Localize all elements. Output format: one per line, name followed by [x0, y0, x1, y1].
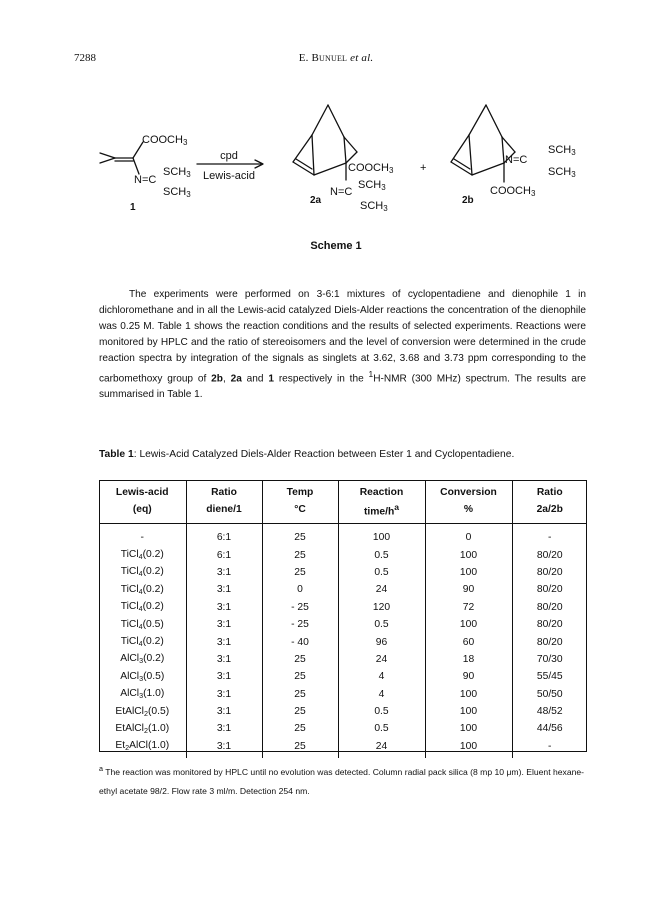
- table-row: [99, 546, 587, 563]
- cell-temp: 25: [262, 686, 338, 703]
- cell-lewis-acid: $Et_2AlCl(1.0)$: [115, 740, 170, 753]
- cell-lewis-acid: TiCl$_4$(0.2): [120, 566, 164, 579]
- cell-ratio: 6:1: [186, 546, 262, 563]
- cell-selectivity: 80/20: [512, 581, 587, 598]
- cell-time: 96: [338, 633, 425, 650]
- cell-selectivity: -: [512, 524, 587, 547]
- cell-selectivity: -: [512, 738, 587, 758]
- page-number: 7288: [74, 52, 96, 64]
- table-row: [99, 616, 587, 633]
- table-row: [99, 720, 587, 737]
- cell-conversion: 100: [425, 738, 512, 758]
- table-row: [99, 686, 587, 703]
- adduct-2b-ester-group: COOCH3: [490, 185, 536, 198]
- header-row: [99, 501, 587, 524]
- reaction-scheme: [0, 95, 672, 235]
- cell-time: 24: [338, 651, 425, 668]
- cell-temp: - 40: [262, 633, 338, 650]
- table-row: [99, 564, 587, 581]
- cell-time: 0.5: [338, 703, 425, 720]
- table-row: [99, 651, 587, 668]
- cell-conversion: 100: [425, 564, 512, 581]
- cell-conversion: 100: [425, 720, 512, 737]
- adduct-2b-imine-group: N=C: [505, 154, 528, 166]
- cell-ratio: 3:1: [186, 651, 262, 668]
- table-body: [99, 524, 587, 759]
- adduct-2a-ester-group: COOCH3: [348, 162, 394, 175]
- cell-ratio: 3:1: [186, 633, 262, 650]
- cell-conversion: 90: [425, 581, 512, 598]
- cell-temp: 25: [262, 546, 338, 563]
- cell-lewis-acid: TiCl$_4$(0.2): [120, 583, 164, 596]
- adduct-2a-sme-upper: SCH3: [358, 179, 386, 192]
- results-table: [99, 480, 587, 758]
- table-row: [99, 738, 587, 758]
- author-name: E. Bunuel: [298, 52, 348, 64]
- adduct-2b-sme-upper: SCH3: [548, 144, 576, 157]
- cell-time: 24: [338, 581, 425, 598]
- cell-ratio: 3:1: [186, 738, 262, 758]
- cell-conversion: 100: [425, 546, 512, 563]
- table-footnote: $^a$ The reaction was monitored by HPLC until no evolution was detected. Column radial pack silica (8 mp 10 μm). Eluent hexane-ethyl acetate 98/2. Flow rate 3 ml/m. Detection 254 nm.: [99, 765, 585, 796]
- cell-lewis-acid: -: [140, 532, 144, 544]
- cell-conversion: 72: [425, 599, 512, 616]
- arrow-reagent-lewis-acid: Lewis-acid: [203, 170, 255, 182]
- compound-label-2b: 2b: [462, 195, 474, 206]
- cell-conversion: 18: [425, 651, 512, 668]
- cell-temp: - 25: [262, 599, 338, 616]
- cell-selectivity: 80/20: [512, 564, 587, 581]
- cell-conversion: 100: [425, 616, 512, 633]
- table-row: [99, 581, 587, 598]
- dienophile-imine-group: N=C: [134, 174, 157, 186]
- cell-selectivity: 50/50: [512, 686, 587, 703]
- cell-ratio: 6:1: [186, 524, 262, 547]
- cell-temp: 25: [262, 564, 338, 581]
- plus-sign: +: [420, 162, 427, 174]
- column-header: Ratio: [186, 480, 262, 501]
- table-header: [99, 480, 587, 524]
- cell-time: 4: [338, 668, 425, 685]
- cell-selectivity: 55/45: [512, 668, 587, 685]
- cell-lewis-acid: AlCl$_3$(0.2): [120, 653, 165, 666]
- column-header: Reaction: [338, 480, 425, 501]
- body-paragraph: The experiments were performed on 3-6:1 mixtures of cyclopentadiene and dienophile 1 in dichloromethane and in all the Lewis-acid catalyzed Diels-Alder reactions the concentration of the dienophile was 0.25 M. Table 1 shows the reaction conditions and the results of selected experiments. Reactions were monitored by HPLC and the ratio of stereoisomers and the level of conversion were determined in the crude reaction spectra by integration of the signals as singlets at 3.62, 3.68 and 3.73 ppm corresponding to the carbomethoxy group of 2b, 2a and 1 respectively in the $^1$H-NMR (300 MHz) spectrum. The results are summarised in Table 1.: [99, 289, 587, 400]
- cell-lewis-acid: TiCl$_4$(0.2): [120, 549, 164, 562]
- cell-temp: 25: [262, 668, 338, 685]
- header-row: [99, 480, 587, 501]
- cell-ratio: 3:1: [186, 616, 262, 633]
- cell-time: 0.5: [338, 616, 425, 633]
- cell-selectivity: 80/20: [512, 616, 587, 633]
- cell-ratio: 3:1: [186, 703, 262, 720]
- cell-selectivity: 44/56: [512, 720, 587, 737]
- table-row: [99, 599, 587, 616]
- footnote-mark: a: [99, 765, 103, 773]
- cell-lewis-acid: EtAlCl$_2$(1.0): [115, 722, 170, 735]
- column-header: Temp: [262, 480, 338, 501]
- adduct-2a-imine-group: N=C: [330, 186, 353, 198]
- cell-lewis-acid: TiCl$_4$(0.2): [120, 601, 164, 614]
- cell-lewis-acid: EtAlCl$_2$(0.5): [115, 705, 170, 718]
- cell-temp: 25: [262, 738, 338, 758]
- table-row: [99, 633, 587, 650]
- cell-time: 0.5: [338, 546, 425, 563]
- cell-time: 4: [338, 686, 425, 703]
- dienophile-sme-upper: SCH3: [163, 166, 191, 179]
- cell-lewis-acid: TiCl$_4$(0.2): [120, 636, 164, 649]
- dienophile-sme-lower: SCH3: [163, 186, 191, 199]
- scheme-caption: Scheme 1: [310, 240, 362, 252]
- column-header: (eq): [99, 501, 186, 524]
- column-header: °C: [262, 501, 338, 524]
- cell-temp: 0: [262, 581, 338, 598]
- cell-ratio: 3:1: [186, 564, 262, 581]
- running-header: [0, 52, 672, 64]
- cell-conversion: 100: [425, 703, 512, 720]
- adduct-2a-sme-lower: SCH3: [360, 200, 388, 213]
- cell-time: 0.5: [338, 720, 425, 737]
- cell-temp: 25: [262, 651, 338, 668]
- cell-ratio: 3:1: [186, 581, 262, 598]
- table-row: [99, 524, 587, 547]
- column-header: Conversion: [425, 480, 512, 501]
- cell-ratio: 3:1: [186, 686, 262, 703]
- cell-temp: 25: [262, 703, 338, 720]
- cell-selectivity: 70/30: [512, 651, 587, 668]
- cell-temp: 25: [262, 720, 338, 737]
- cell-lewis-acid: AlCl$_3$(0.5): [120, 670, 165, 683]
- table-row: [99, 668, 587, 685]
- cell-selectivity: 80/20: [512, 546, 587, 563]
- adduct-2b-sme-lower: SCH3: [548, 166, 576, 179]
- cell-lewis-acid: TiCl$_4$(0.5): [120, 618, 164, 631]
- column-header: 2a/2b: [512, 501, 587, 524]
- cell-temp: 25: [262, 524, 338, 547]
- column-header: Ratio: [512, 480, 587, 501]
- cell-conversion: 0: [425, 524, 512, 547]
- cell-ratio: 3:1: [186, 668, 262, 685]
- cell-ratio: 3:1: [186, 599, 262, 616]
- column-header: time/$h^a$: [338, 501, 425, 524]
- column-header: Lewis-acid: [115, 487, 169, 498]
- dienophile-ester-group: COOCH3: [142, 134, 188, 147]
- cell-temp: - 25: [262, 616, 338, 633]
- cell-selectivity: 80/20: [512, 599, 587, 616]
- arrow-reagent-cpd: cpd: [220, 150, 238, 162]
- cell-selectivity: 80/20: [512, 633, 587, 650]
- cell-time: 24: [338, 738, 425, 758]
- cell-conversion: 100: [425, 686, 512, 703]
- cell-ratio: 3:1: [186, 720, 262, 737]
- column-header: diene/1: [186, 501, 262, 524]
- cell-conversion: 60: [425, 633, 512, 650]
- cell-time: 120: [338, 599, 425, 616]
- et-al: et al.: [350, 52, 374, 64]
- column-header: %: [425, 501, 512, 524]
- cell-lewis-acid: AlCl$_3$(1.0): [120, 688, 165, 701]
- footnote-mark: a: [394, 501, 400, 512]
- table-row: [99, 703, 587, 720]
- cell-conversion: 90: [425, 668, 512, 685]
- cell-selectivity: 48/52: [512, 703, 587, 720]
- compound-label-2a: 2a: [310, 195, 322, 206]
- cell-time: 100: [338, 524, 425, 547]
- cell-time: 0.5: [338, 564, 425, 581]
- table-caption: Table 1: Lewis-Acid Catalyzed Diels-Alder Reaction between Ester 1 and Cyclopentadiene.: [99, 449, 515, 460]
- compound-label-1: 1: [130, 202, 136, 213]
